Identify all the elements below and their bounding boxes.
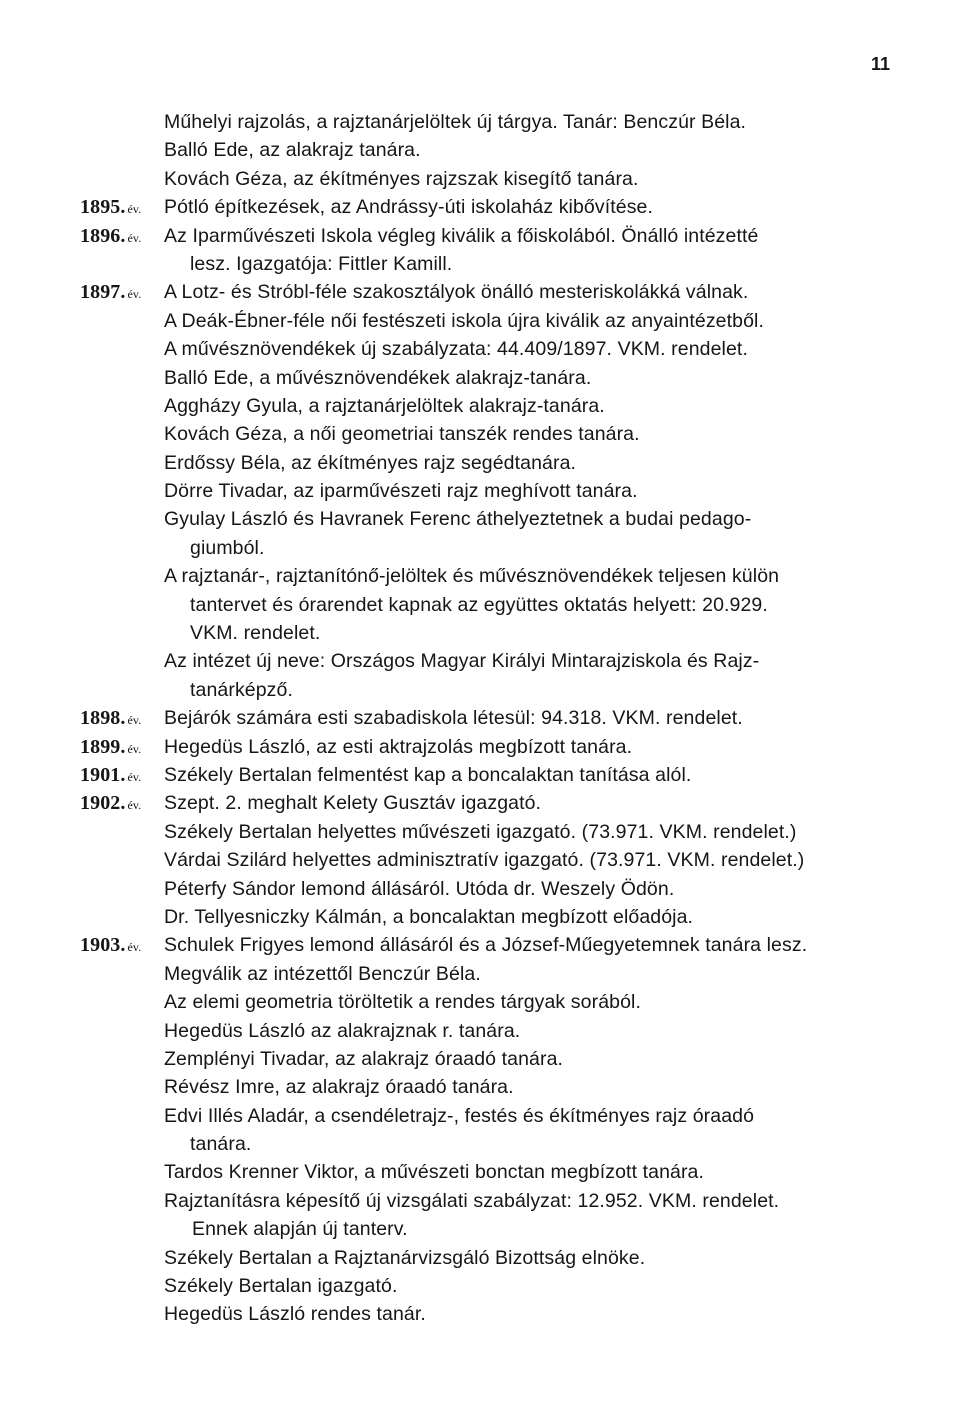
text-line bbox=[80, 534, 900, 562]
year-label bbox=[80, 193, 141, 223]
text-line bbox=[80, 1073, 900, 1101]
entry-text: Kovách Géza, az ékítményes rajzszak kisegítő tanára. bbox=[164, 167, 639, 190]
year-number: 1901. bbox=[80, 763, 126, 786]
entry-text: Aggházy Gyula, a rajztanárjelöltek alakrajz-tanára. bbox=[164, 394, 605, 417]
text-line bbox=[80, 1244, 900, 1272]
entry-text: tanárképző. bbox=[190, 678, 293, 701]
entry-text: Székely Bertalan igazgató. bbox=[164, 1275, 398, 1298]
entry-text: Dr. Tellyesniczky Kálmán, a boncalaktan megbízott előadója. bbox=[164, 905, 694, 928]
entry-text: Bejárók számára esti szabadiskola létesül: 94.318. VKM. rendelet. bbox=[164, 707, 743, 730]
text-line bbox=[80, 278, 900, 306]
entry-text: Az intézet új neve: Országos Magyar Királyi Mintarajziskola és Rajz- bbox=[164, 650, 760, 673]
entry-text: tanára. bbox=[190, 1133, 252, 1156]
text-line bbox=[80, 789, 900, 817]
year-suffix: év. bbox=[127, 940, 142, 955]
entry-text: lesz. Igazgatója: Fittler Kamill. bbox=[190, 252, 453, 275]
text-line bbox=[80, 1300, 900, 1328]
entry-text: Hegedüs László, az esti aktrajzolás megbízott tanára. bbox=[164, 735, 633, 758]
text-line bbox=[80, 449, 900, 477]
text-line bbox=[80, 364, 900, 392]
text-line bbox=[80, 846, 900, 874]
year-suffix: év. bbox=[127, 202, 142, 217]
entry-text: Zemplényi Tivadar, az alakrajz óraadó tanára. bbox=[164, 1047, 564, 1070]
entry-text: Az elemi geometria töröltetik a rendes tárgyak sorából. bbox=[164, 991, 641, 1014]
entry-text: Székely Bertalan felmentést kap a boncalaktan tanítása alól. bbox=[164, 763, 692, 786]
text-line bbox=[80, 165, 900, 193]
entry-text: A művésznövendékek új szabályzata: 44.409/1897. VKM. rendelet. bbox=[164, 338, 748, 361]
text-line bbox=[80, 704, 900, 732]
entry-text: Dörre Tivadar, az iparművészeti rajz meghívott tanára. bbox=[164, 480, 638, 503]
year-number: 1895. bbox=[80, 196, 126, 219]
text-line bbox=[80, 392, 900, 420]
year-number: 1902. bbox=[80, 792, 126, 815]
entry-text: Ennek alapján új tanterv. bbox=[192, 1218, 408, 1241]
text-line bbox=[80, 676, 900, 704]
entry-text: giumból. bbox=[190, 536, 265, 559]
year-label bbox=[80, 278, 141, 308]
year-number: 1896. bbox=[80, 224, 126, 247]
entry-text: Székely Bertalan helyettes művészeti igazgató. (73.971. VKM. rendelet.) bbox=[164, 820, 797, 843]
text-line bbox=[80, 562, 900, 590]
entry-text: Műhelyi rajzolás, a rajztanárjelöltek új tárgya. Tanár: Benczúr Béla. bbox=[164, 111, 747, 133]
text-line bbox=[80, 250, 900, 278]
year-label bbox=[80, 931, 141, 961]
year-number: 1898. bbox=[80, 707, 126, 730]
entry-text: Székely Bertalan a Rajztanárvizsgáló Bizottság elnöke. bbox=[164, 1246, 646, 1269]
year-label bbox=[80, 789, 141, 819]
entry-text: Hegedüs László az alakrajznak r. tanára. bbox=[164, 1019, 521, 1042]
entry-text: A Deák-Ébner-féle női festészeti iskola újra kiválik az anyaintézetből. bbox=[164, 309, 764, 332]
entry-text: Tardos Krenner Viktor, a művészeti bonctan megbízott tanára. bbox=[164, 1161, 705, 1184]
entry-text: Schulek Frigyes lemond állásáról és a József-Műegyetemnek tanára lesz. bbox=[164, 934, 808, 957]
entry-text: Gyulay László és Havranek Ferenc áthelyeztetnek a budai pedago- bbox=[164, 508, 752, 531]
text-line bbox=[80, 222, 900, 250]
text-line bbox=[80, 1045, 900, 1073]
entry-text: Várdai Szilárd helyettes adminisztratív igazgató. (73.971. VKM. rendelet.) bbox=[164, 849, 805, 872]
text-line bbox=[80, 875, 900, 903]
text-line bbox=[80, 1187, 900, 1215]
text-line bbox=[80, 108, 900, 136]
entry-text: Megválik az intézettől Benczúr Béla. bbox=[164, 962, 481, 985]
text-line bbox=[80, 1102, 900, 1130]
entry-text: A rajztanár-, rajztanítónő-jelöltek és művésznövendékek teljesen külön bbox=[164, 565, 780, 588]
year-number: 1897. bbox=[80, 281, 126, 304]
year-suffix: év. bbox=[127, 798, 142, 813]
year-number: 1899. bbox=[80, 735, 126, 758]
text-line bbox=[80, 903, 900, 931]
text-line bbox=[80, 136, 900, 164]
year-label bbox=[80, 733, 141, 763]
page-number: 11 bbox=[870, 54, 890, 74]
text-line bbox=[80, 1130, 900, 1158]
text-line bbox=[80, 307, 900, 335]
entry-text: A Lotz- és Stróbl-féle szakosztályok önálló mesteriskolákká válnak. bbox=[164, 281, 749, 304]
text-line bbox=[80, 335, 900, 363]
year-label bbox=[80, 704, 141, 734]
year-suffix: év. bbox=[127, 287, 142, 302]
entry-text: Erdőssy Béla, az ékítményes rajz segédtanára. bbox=[164, 451, 577, 474]
year-label bbox=[80, 222, 141, 252]
text-line bbox=[80, 960, 900, 988]
text-line bbox=[80, 505, 900, 533]
text-line bbox=[80, 733, 900, 761]
text-line bbox=[80, 420, 900, 448]
text-line bbox=[80, 988, 900, 1016]
entry-text: tantervet és órarendet kapnak az együttes oktatás helyett: 20.929. bbox=[190, 593, 768, 616]
entry-text: Szept. 2. meghalt Kelety Gusztáv igazgató. bbox=[164, 792, 542, 815]
text-line bbox=[80, 647, 900, 675]
entry-text: Az Iparművészeti Iskola végleg kiválik a főiskolából. Önálló intézetté bbox=[164, 224, 759, 247]
text-line bbox=[80, 619, 900, 647]
entry-text: Balló Ede, az alakrajz tanára. bbox=[164, 139, 421, 162]
entry-text: Hegedüs László rendes tanár. bbox=[164, 1303, 426, 1326]
text-line bbox=[80, 1158, 900, 1186]
year-number: 1903. bbox=[80, 934, 126, 957]
text-line bbox=[80, 1215, 900, 1243]
entry-text: Balló Ede, a művésznövendékek alakrajz-tanára. bbox=[164, 366, 592, 389]
text-line bbox=[80, 193, 900, 221]
entry-text: Péterfy Sándor lemond állásáról. Utóda dr. Weszely Ödön. bbox=[164, 877, 675, 900]
year-label bbox=[80, 761, 141, 791]
text-line bbox=[80, 761, 900, 789]
entry-text: Pótló építkezések, az Andrássy-úti iskolaház kibővítése. bbox=[164, 196, 654, 219]
chronology-text bbox=[80, 108, 900, 1329]
entry-text: Kovách Géza, a női geometriai tanszék rendes tanára. bbox=[164, 423, 640, 446]
text-line bbox=[80, 591, 900, 619]
year-suffix: év. bbox=[127, 741, 142, 756]
text-line bbox=[80, 1272, 900, 1300]
text-line bbox=[80, 931, 900, 959]
text-line bbox=[80, 1017, 900, 1045]
entry-text: Edvi Illés Aladár, a csendéletrajz-, festés és ékítményes rajz óraadó bbox=[164, 1104, 755, 1127]
year-suffix: év. bbox=[127, 713, 142, 728]
entry-text: VKM. rendelet. bbox=[190, 622, 321, 645]
text-line bbox=[80, 818, 900, 846]
entry-text: Rajztanításra képesítő új vizsgálati szabályzat: 12.952. VKM. rendelet. bbox=[164, 1189, 780, 1212]
year-suffix: év. bbox=[127, 769, 142, 784]
entry-text: Révész Imre, az alakrajz óraadó tanára. bbox=[164, 1076, 514, 1099]
year-suffix: év. bbox=[127, 230, 142, 245]
text-line bbox=[80, 477, 900, 505]
